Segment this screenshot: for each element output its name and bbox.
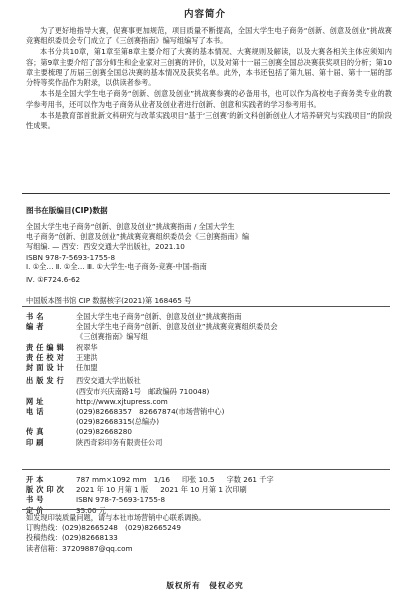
cip-heading: 图书在版编目(CIP)数据 [26, 206, 108, 215]
notice-line: 订购热线：(029)82665248 (029)82665249 [26, 523, 181, 533]
publisher-row [26, 397, 390, 407]
spec-row [26, 485, 390, 495]
spec-label: 书号 [26, 495, 47, 505]
credit-label: 责任编辑 [26, 342, 67, 352]
credit-row [26, 322, 390, 342]
notice-block [26, 513, 390, 554]
cip-number: 中国版本图书馆 CIP 数据核字(2021)第 168465 号 [26, 296, 192, 305]
publisher-label: 电话 [26, 406, 47, 416]
intro-paragraph: 本书是全国大学生电子商务“创新、创意及创业”挑战赛参赛的必备用书，也可以作为高校电子商务类专业的教学参考用书，还可以作为电子商务从业者及创业者进行创新、创意和实践者的学习参考用书。 [26, 89, 392, 109]
notice-line: 投稿热线：(029)82668133 [26, 533, 118, 543]
credit-value: 全国大学生电子商务“创新、创意及创业”挑战赛指南 [76, 312, 242, 321]
spec-label: 开本 [26, 475, 47, 484]
cip-record [26, 222, 286, 263]
website-link[interactable]: http://www.xjtupress.com [76, 396, 168, 406]
publisher-label: 出版发行 [26, 376, 67, 386]
divider [22, 306, 390, 307]
divider [22, 469, 390, 470]
credit-row [26, 353, 390, 363]
credit-value: 全国大学生电子商务“创新、创意及创业”挑战赛竞赛组织委员会 [76, 322, 278, 332]
cip-line: 全国大学生电子商务“创新、创意及创业”挑战赛指南 / 全国大学生 [26, 222, 235, 231]
cip-classification: Ⅰ. ①全… Ⅱ. ①全… Ⅲ. ①大学生-电子商务-竞赛-中国-指南 [26, 262, 207, 271]
publisher-value: 西安交通大学出版社 [76, 376, 141, 386]
notice-line: 如发现印装质量问题，请与本社市场营销中心联系调换。 [26, 513, 206, 522]
publisher-label: 印刷 [26, 437, 47, 447]
spec-value: 787 mm×1092 mm 1/16 [76, 475, 170, 484]
credit-label: 责任校对 [26, 352, 67, 362]
publisher-value: 陕西奇彩印务有限责任公司 [76, 437, 163, 447]
cip-line: ISBN 978-7-5693-1755-8 [26, 252, 116, 262]
spec-value: 35.00 元 [76, 505, 107, 515]
intro-paragraph: 为了更好地指导大赛，促赛事更加规范，项目质量不断提高，全国大学生电子商务“创新、创意及创业”挑战赛竞赛组织委员会专门成立了《三创赛指南》编写组编写了本书。 [26, 26, 392, 46]
cip-classification: Ⅳ. ①F724.6-62 [26, 275, 81, 284]
credits-block [26, 312, 390, 448]
publisher-row [26, 376, 390, 396]
credit-row [26, 312, 390, 322]
publisher-label: 网址 [26, 396, 47, 406]
rights-statement: 版权所有 侵权必究 [166, 581, 244, 590]
spec-value: 2021 年 10 月第 1 次印刷 [160, 485, 247, 495]
spec-label: 定价 [26, 505, 47, 515]
publisher-value: (西安市兴庆南路1号 邮政编码 710048) [76, 386, 210, 396]
spec-label: 版次印次 [26, 485, 67, 495]
publisher-row [26, 427, 390, 437]
intro-paragraph: 本书是教育部首批新文科研究与改革实践项目“基于‘三创赛’的新文科创新创业人才培养研究与实践项目”的阶段性成果。 [26, 110, 392, 130]
intro-paragraph: 本书分共10章，第1章至第8章主要介绍了大赛的基本情况、大赛规则及解读，以及大赛各相关主体应须知内容；第9章主要介绍了部分师生和企业家对三创赛的评价，以及对第十一届三创赛全国总决赛获奖项目的分析；第10章主要梳理了历届三创赛全国总决赛的基本情况及获奖名单。此外，本书还包括了第九届、第十届、第十一届的部分特等奖作品作为附录，以供读者参考。 [26, 47, 392, 88]
spec-value: 字数 261 千字 [226, 475, 274, 484]
publisher-row [26, 438, 390, 448]
credit-value: 王建洪 [76, 352, 98, 362]
divider [22, 193, 390, 194]
spec-value: ISBN 978-7-5693-1755-8 [76, 495, 166, 505]
credit-label: 编者 [26, 322, 47, 332]
credit-label: 封面设计 [26, 363, 67, 373]
publisher-value: (029)82668280 [76, 427, 132, 437]
divider [22, 509, 390, 510]
section-title: 内容简介 [183, 9, 226, 20]
spec-row [26, 495, 390, 505]
publisher-row [26, 407, 390, 427]
credit-value: 任加盟 [76, 363, 98, 373]
publisher-value: (029)82668357 82667874(市场营销中心) [76, 406, 225, 416]
spec-value: 印张 10.5 [181, 475, 215, 484]
credit-value: 祝翠华 [76, 342, 98, 352]
publisher-value: (029)82668315(总编办) [76, 417, 160, 427]
credit-row [26, 343, 390, 353]
intro-block [26, 26, 392, 132]
publisher-label: 传真 [26, 427, 47, 437]
cip-line: 写组编. — 西安：西安交通大学出版社，2021.10 [26, 242, 185, 252]
credit-value: 《三创赛指南》编写组 [76, 332, 148, 342]
credit-row [26, 363, 390, 373]
credit-label: 书名 [26, 312, 47, 321]
spec-row [26, 475, 390, 485]
email-link[interactable]: 读者信箱：37209887@qq.com [26, 543, 133, 553]
cip-line: 电子商务“创新、创意及创业”挑战赛竞赛组织委员会《三创赛指南》编 [26, 232, 250, 242]
spec-value: 2021 年 10 月第 1 版 [76, 485, 149, 495]
